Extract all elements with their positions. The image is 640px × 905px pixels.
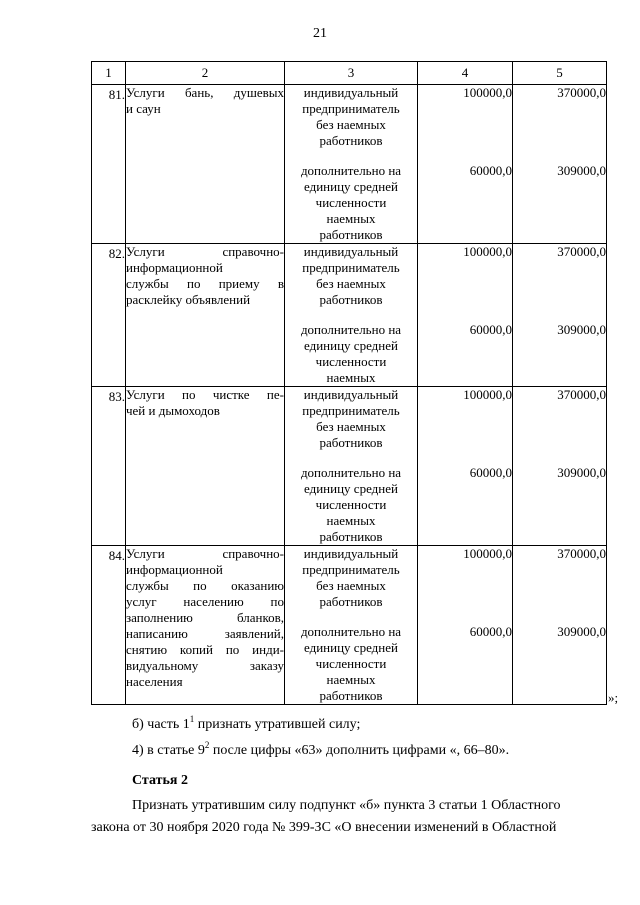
category-line: без наемных [316,117,386,132]
value-column-5 [513,85,607,244]
category-spacer [285,451,417,465]
taxpayer-category [285,85,418,244]
value-text: 100000,0 [463,85,512,100]
table-header-row [92,62,607,85]
value-column-4 [418,85,513,244]
value-text: 60000,0 [469,163,512,178]
category-line: работников [319,594,383,609]
category-line: дополнительно на [300,322,402,337]
value-spacer [513,562,606,624]
service-name-line: информационной [126,260,223,275]
tariff-table [91,61,607,705]
category-line: единицу средней [304,481,398,496]
service-name-line: информационной [126,562,223,577]
category-line: численности [315,195,387,210]
column-header: 1 [92,62,126,85]
row-number [92,546,126,705]
paragraph-4 [132,740,510,759]
service-name-line: расклейку объявлений [126,292,251,307]
category-line: единицу средней [304,179,398,194]
category-line: численности [315,497,387,512]
paragraph-b [132,714,361,733]
category-spacer [285,308,417,322]
value-column-4 [418,244,513,387]
value-text: 60000,0 [469,624,512,639]
service-name-line: снятию копий по инди- [126,642,284,657]
category-line: работников [319,688,383,703]
service-name-line: службы по приему в [126,276,284,291]
value-text: 100000,0 [463,387,512,402]
table-row [92,244,607,387]
category-line: предприниматель [302,260,400,275]
value-column-5 [513,546,607,705]
table-row [92,546,607,705]
category-line: индивидуальный [303,387,399,402]
article-heading: Статья 2 [132,773,188,788]
service-name-line: Услуги по чистке пе- [126,387,284,402]
service-name-line: заполнению бланков, [126,610,284,625]
category-line: без наемных [316,276,386,291]
service-name-line: службы по оказанию [126,578,284,593]
value-column-5 [513,387,607,546]
paragraph-b-text: б) часть 1 [132,717,190,732]
value-spacer [418,101,512,163]
category-line: численности [315,354,387,369]
value-text: 370000,0 [557,244,606,259]
column-header: 2 [126,62,285,85]
category-line: предприниматель [302,101,400,116]
value-spacer [418,260,512,322]
category-line: индивидуальный [303,244,399,259]
category-line: наемных [326,672,376,687]
value-column-4 [418,546,513,705]
category-line: численности [315,656,387,671]
category-line: дополнительно на [300,624,402,639]
value-spacer [418,403,512,465]
service-name-line: Услуги справочно- [126,546,284,561]
row-number [92,244,126,387]
service-name-line: услуг населению по [126,594,284,609]
category-line: дополнительно на [300,465,402,480]
category-line: индивидуальный [303,85,399,100]
category-line: дополнительно на [300,163,402,178]
paragraph-4-text: 4) в статье 9 [132,743,205,758]
value-text: 370000,0 [557,85,606,100]
paragraph-b-text-end: признать утратившей силу; [194,717,361,732]
category-line: без наемных [316,419,386,434]
category-line: работников [319,292,383,307]
service-name [126,387,285,546]
service-name-line: населения [126,674,183,689]
category-line: единицу средней [304,338,398,353]
table-row [92,387,607,546]
category-line: работников [319,529,383,544]
value-text: 309000,0 [557,465,606,480]
paragraph-4-text-end: после цифры «63» дополнить цифрами «, 66–80». [209,743,510,758]
column-header: 5 [513,62,607,85]
paragraph-b-superscript: 1 [189,714,195,724]
category-line: единицу средней [304,640,398,655]
service-name [126,546,285,705]
category-line: без наемных [316,578,386,593]
value-text: 309000,0 [557,322,606,337]
service-name-line: и саун [126,101,161,116]
category-spacer [285,149,417,163]
value-text: 100000,0 [463,546,512,561]
category-line: работников [319,435,383,450]
taxpayer-category [285,244,418,387]
article-text-line: Признать утратившим силу подпункт «б» пункта 3 статьи 1 Областного [132,798,561,813]
value-text: 309000,0 [557,163,606,178]
category-line: предприниматель [302,562,400,577]
category-line: наемных [326,370,376,385]
row-number-text: 84. [108,548,125,563]
taxpayer-category [285,387,418,546]
value-text: 370000,0 [557,387,606,402]
service-name [126,85,285,244]
column-header: 4 [418,62,513,85]
category-spacer [285,610,417,624]
category-line: работников [319,227,383,242]
service-name-line: написанию заявлений, [126,626,284,641]
value-spacer [513,101,606,163]
value-column-4 [418,387,513,546]
service-name-line: видуальному заказу [126,658,284,673]
table-row [92,85,607,244]
row-number-text: 82. [108,246,125,261]
paragraph-4-superscript: 2 [204,740,210,750]
row-number [92,387,126,546]
value-text: 100000,0 [463,244,512,259]
category-line: наемных [326,513,376,528]
service-name-line: Услуги бань, душевых [126,85,284,100]
row-number-text: 81. [108,87,125,102]
value-spacer [513,260,606,322]
value-column-5 [513,244,607,387]
value-text: 370000,0 [557,546,606,561]
service-name [126,244,285,387]
value-text: 60000,0 [469,465,512,480]
service-name-line: Услуги справочно- [126,244,284,259]
taxpayer-category [285,546,418,705]
category-line: работников [319,133,383,148]
value-text: 309000,0 [557,624,606,639]
category-line: предприниматель [302,403,400,418]
service-name-line: чей и дымоходов [126,403,220,418]
row-number [92,85,126,244]
category-line: индивидуальный [303,546,399,561]
article-text-line: закона от 30 ноября 2020 года № 399-ЗС «О внесении изменений в Областной [91,820,557,835]
row-number-text: 83. [108,389,125,404]
value-spacer [513,403,606,465]
value-text: 60000,0 [469,322,512,337]
page-number: 21 [313,26,327,41]
column-header: 3 [285,62,418,85]
category-line: наемных [326,211,376,226]
value-spacer [418,562,512,624]
closing-quote-mark: »; [608,690,619,705]
